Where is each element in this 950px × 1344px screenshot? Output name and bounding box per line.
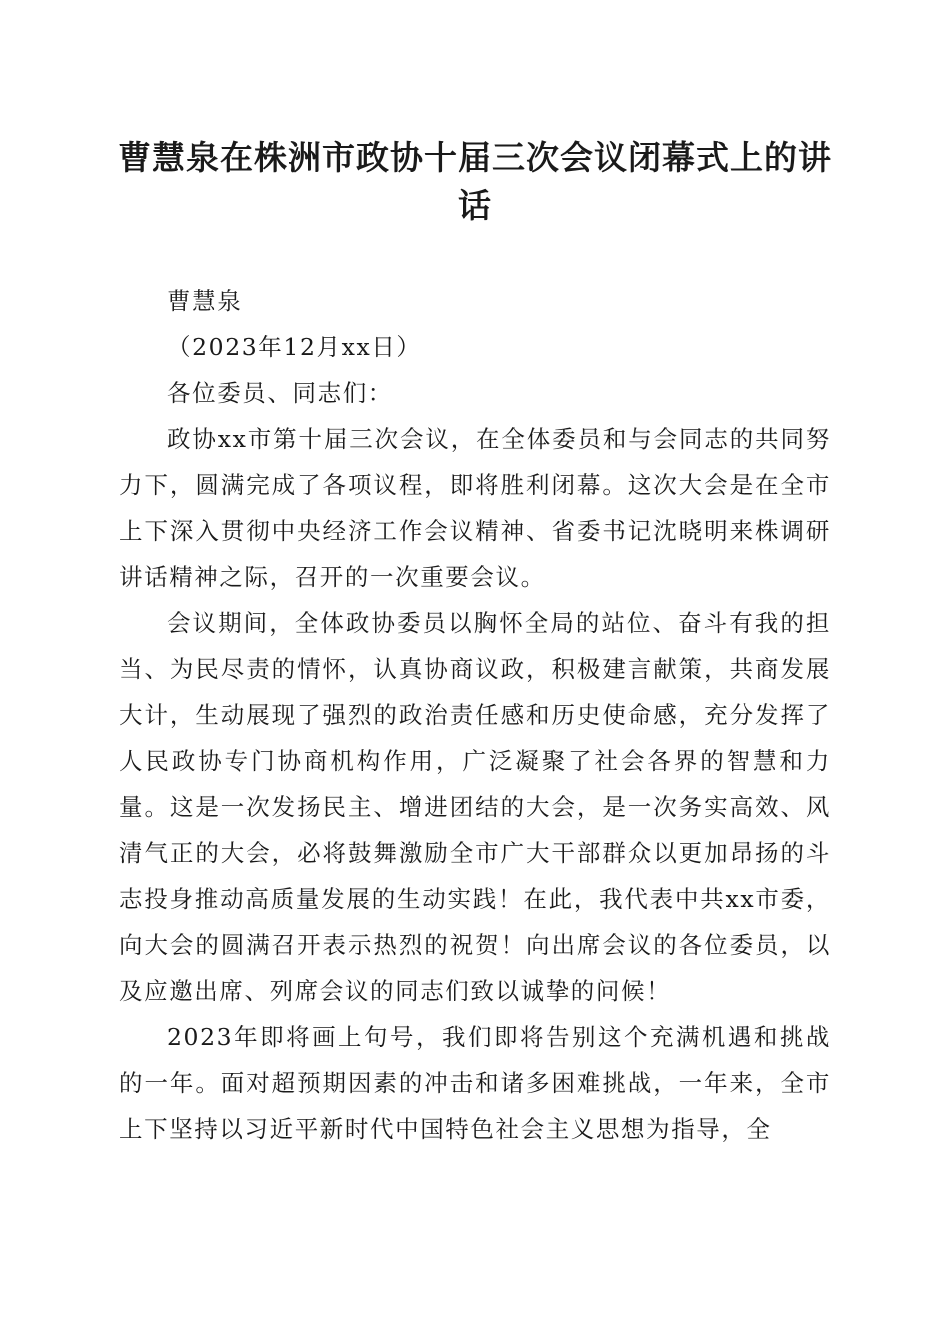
- paragraph-3: 2023年即将画上句号，我们即将告别这个充满机遇和挑战的一年。面对超预期因素的冲击和诸多困难挑战，一年来，全市上下坚持以习近平新时代中国特色社会主义思想为指导，全: [119, 1023, 831, 1143]
- document-title: 曹慧泉在株洲市政协十届三次会议闭幕式上的讲话: [118, 138, 832, 225]
- document-body: [119, 278, 831, 1152]
- salutation: 各位委员、同志们：: [167, 379, 393, 407]
- paragraph-2: 会议期间，全体政协委员以胸怀全局的站位、奋斗有我的担当、为民尽责的情怀，认真协商议政，积极建言献策，共商发展大计，生动展现了强烈的政治责任感和历史使命感，充分发挥了人民政协专门协商机构作用，广泛凝聚了社会各界的智慧和力量。这是一次发扬民主、增进团结的大会，是一次务实高效、风清气正的大会，必将鼓舞激励全市广大干部群众以更加昂扬的斗志投身推动高质量发展的生动实践！在此，我代表中共xx市委，向大会的圆满召开表示热烈的祝贺！向出席会议的各位委员，以及应邀出席、列席会议的同志们致以诚挚的问候！: [119, 609, 831, 1005]
- paragraph-1: 政协xx市第十届三次会议，在全体委员和与会同志的共同努力下，圆满完成了各项议程，即将胜利闭幕。这次大会是在全市上下深入贯彻中央经济工作会议精神、省委书记沈晓明来株调研讲话精神之际，召开的一次重要会议。: [119, 425, 831, 591]
- author-line: 曹慧泉: [167, 287, 243, 315]
- date-line: （2023年12月xx日）: [167, 333, 422, 361]
